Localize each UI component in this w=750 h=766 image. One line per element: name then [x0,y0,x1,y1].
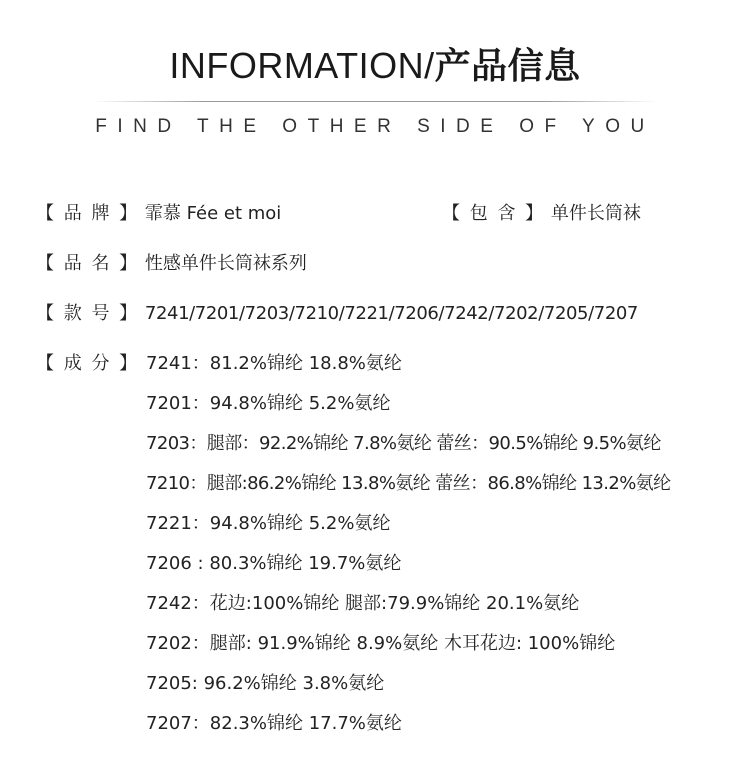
model-value: 7241/7201/7203/7210/7221/7206/7242/7202/7205/7207 [144,303,638,324]
composition-row [36,352,139,376]
composition-line: 7206 : 80.3%锦纶 19.7%氨纶 [146,553,402,574]
page-title-en: INFORMATION/ [169,45,435,86]
model-row [36,302,638,326]
model-label: 【 款 号 】 [36,303,140,324]
contains-value: 单件长筒袜 [550,203,641,224]
name-row [36,252,307,276]
composition-line: 7210：腿部:86.2%锦纶 13.8%氨纶 蕾丝：86.8%锦纶 13.2%氨纶 [146,473,671,494]
composition-line: 7201：94.8%锦纶 5.2%氨纶 [146,393,391,414]
title-divider [92,101,658,102]
page-title-cn: 产品信息 [434,45,581,86]
composition-label: 【 成 分 】 [36,353,140,374]
brand-value: 霏慕 Fée et moi [144,203,282,224]
brand-label: 【 品 牌 】 [36,203,140,224]
composition-line: 7207：82.3%锦纶 17.7%氨纶 [146,713,402,734]
name-label: 【 品 名 】 [36,253,140,274]
composition-line: 7202：腿部: 91.9%锦纶 8.9%氨纶 木耳花边: 100%锦纶 [146,633,616,654]
page-title [0,38,750,89]
composition-line: 7203：腿部：92.2%锦纶 7.8%氨纶 蕾丝：90.5%锦纶 9.5%氨纶 [146,433,661,454]
tagline: FIND THE OTHER SIDE OF YOU [95,116,655,137]
composition-line: 7241：81.2%锦纶 18.8%氨纶 [146,353,402,374]
name-value: 性感单件长筒袜系列 [144,253,307,274]
brand-row [36,202,281,226]
contains-label: 【 包 含 】 [442,203,546,224]
composition-line: 7221：94.8%锦纶 5.2%氨纶 [146,513,391,534]
composition-line: 7205: 96.2%锦纶 3.8%氨纶 [146,673,385,694]
composition-line: 7242：花边:100%锦纶 腿部:79.9%锦纶 20.1%氨纶 [146,593,580,614]
contains-row [442,202,641,226]
